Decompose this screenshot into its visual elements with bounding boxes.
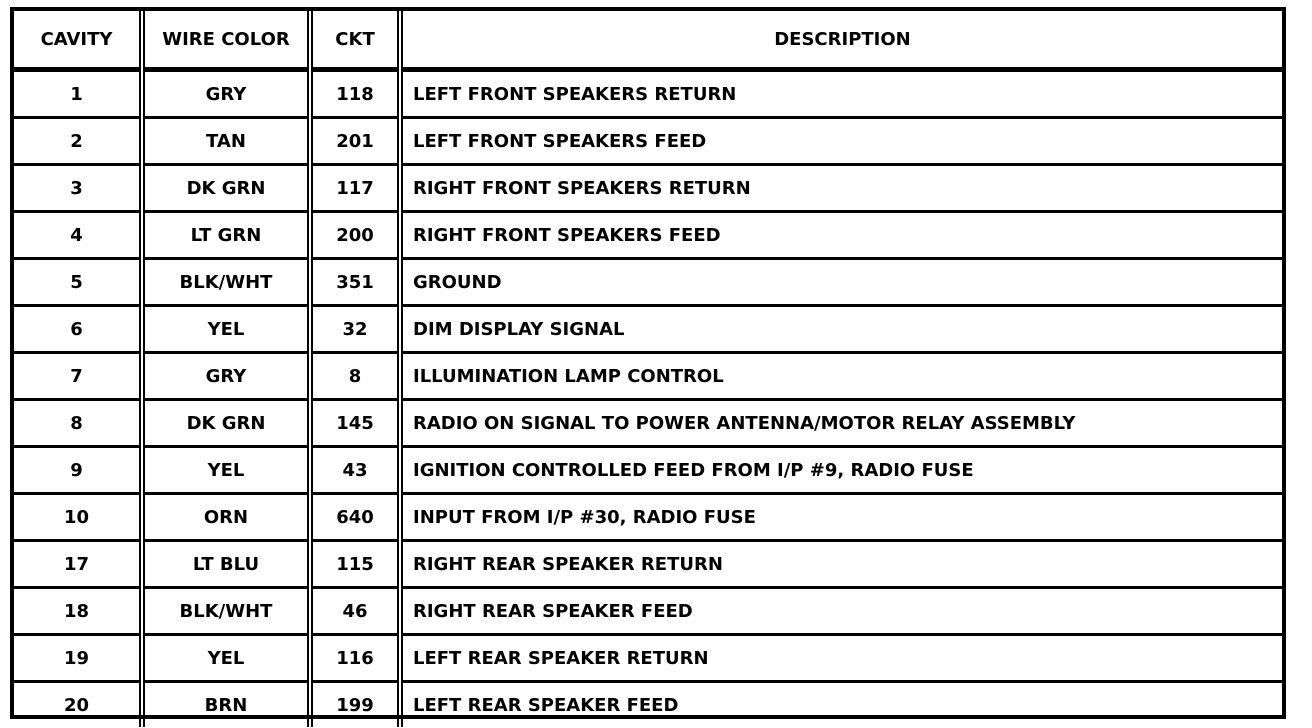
cell-wire-color: LT BLU xyxy=(142,541,310,588)
cell-wire-color: GRY xyxy=(142,353,310,400)
table-row xyxy=(14,682,1282,728)
cell-ckt: 200 xyxy=(310,212,400,259)
table-row xyxy=(14,447,1282,494)
connector-table-frame xyxy=(10,7,1286,719)
cell-wire-color: LT GRN xyxy=(142,212,310,259)
cell-description: RIGHT REAR SPEAKER RETURN xyxy=(400,541,1282,588)
cell-wire-color: YEL xyxy=(142,447,310,494)
cell-ckt: 43 xyxy=(310,447,400,494)
cell-wire-color: BLK/WHT xyxy=(142,259,310,306)
cell-description: LEFT FRONT SPEAKERS RETURN xyxy=(400,70,1282,118)
cell-description: LEFT REAR SPEAKER FEED xyxy=(413,694,679,716)
header-ckt: CKT xyxy=(310,11,400,70)
cell-cavity: 4 xyxy=(14,212,142,259)
cell-wire-color: DK GRN xyxy=(142,165,310,212)
cell-description: LEFT FRONT SPEAKERS FEED xyxy=(400,118,1282,165)
cell-ckt: 32 xyxy=(310,306,400,353)
header-description: DESCRIPTION xyxy=(400,11,1282,70)
cell-ckt: 201 xyxy=(310,118,400,165)
cell-description: RIGHT REAR SPEAKER FEED xyxy=(400,588,1282,635)
cell-description: RIGHT FRONT SPEAKERS FEED xyxy=(400,212,1282,259)
table-row xyxy=(14,494,1282,541)
table-row xyxy=(14,541,1282,588)
cell-ckt: 117 xyxy=(310,165,400,212)
cell-cavity: 9 xyxy=(14,447,142,494)
cell-wire-color: ORN xyxy=(142,494,310,541)
cell-cavity: 1 xyxy=(14,70,142,118)
cell-cavity: 2 xyxy=(14,118,142,165)
cell-cavity: 8 xyxy=(14,400,142,447)
cell-cavity: 17 xyxy=(14,541,142,588)
table-row xyxy=(14,70,1282,118)
table-row xyxy=(14,306,1282,353)
cell-wire-color: TAN xyxy=(142,118,310,165)
table-row xyxy=(14,635,1282,682)
cell-wire-color: BLK/WHT xyxy=(142,588,310,635)
header-wire-color: WIRE COLOR xyxy=(142,11,310,70)
table-body xyxy=(14,70,1282,728)
cell-cavity: 5 xyxy=(14,259,142,306)
cell-ckt: 199 xyxy=(310,682,400,728)
cell-cavity: 19 xyxy=(14,635,142,682)
cell-description: RADIO ON SIGNAL TO POWER ANTENNA/MOTOR RELAY ASSEMBLY xyxy=(400,400,1282,447)
cell-ckt: 640 xyxy=(310,494,400,541)
cell-ckt: 118 xyxy=(310,70,400,118)
cell-description: GROUND xyxy=(400,259,1282,306)
table-row xyxy=(14,588,1282,635)
table-row xyxy=(14,400,1282,447)
cell-description: INPUT FROM I/P #30, RADIO FUSE xyxy=(400,494,1282,541)
cell-ckt: 351 xyxy=(310,259,400,306)
cell-ckt: 115 xyxy=(310,541,400,588)
cell-ckt: 8 xyxy=(310,353,400,400)
cell-cavity: 7 xyxy=(14,353,142,400)
cell-ckt: 116 xyxy=(310,635,400,682)
table-row xyxy=(14,259,1282,306)
table-row xyxy=(14,212,1282,259)
cell-cavity: 10 xyxy=(14,494,142,541)
table-row xyxy=(14,118,1282,165)
cell-cavity: 20 xyxy=(14,682,142,728)
cell-description: ILLUMINATION LAMP CONTROL xyxy=(400,353,1282,400)
cell-ckt: 46 xyxy=(310,588,400,635)
cell-description: DIM DISPLAY SIGNAL xyxy=(400,306,1282,353)
cell-wire-color: GRY xyxy=(142,70,310,118)
cell-wire-color: DK GRN xyxy=(142,400,310,447)
table-header-row xyxy=(14,11,1282,70)
cell-cavity: 18 xyxy=(14,588,142,635)
table-row xyxy=(14,165,1282,212)
cell-description: LEFT REAR SPEAKER RETURN xyxy=(400,635,1282,682)
cell-wire-color: YEL xyxy=(142,635,310,682)
cell-ckt: 145 xyxy=(310,400,400,447)
cell-description: RIGHT FRONT SPEAKERS RETURN xyxy=(400,165,1282,212)
table-row xyxy=(14,353,1282,400)
cell-cavity: 6 xyxy=(14,306,142,353)
cell-description: IGNITION CONTROLLED FEED FROM I/P #9, RADIO FUSE xyxy=(400,447,1282,494)
cell-wire-color: BRN xyxy=(142,682,310,728)
header-cavity: CAVITY xyxy=(14,11,142,70)
connector-pinout-table xyxy=(14,11,1282,727)
cell-cavity: 3 xyxy=(14,165,142,212)
cell-wire-color: YEL xyxy=(142,306,310,353)
